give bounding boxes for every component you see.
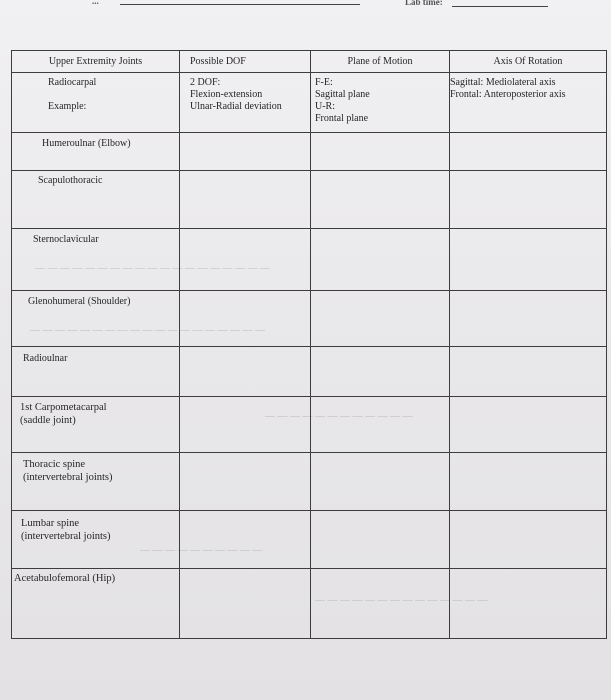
- column-header-plane: Plane of Motion: [311, 51, 450, 73]
- table-row: [12, 229, 607, 291]
- dof-input-cell[interactable]: [180, 171, 311, 229]
- plane-input-cell[interactable]: [311, 397, 450, 453]
- axis-input-cell[interactable]: [450, 569, 607, 639]
- axis-input-cell[interactable]: [450, 397, 607, 453]
- axis-input-cell[interactable]: [450, 133, 607, 171]
- table-header-row: [12, 51, 607, 73]
- table-row-example: [12, 73, 607, 133]
- dof-input-cell[interactable]: [180, 133, 311, 171]
- column-header-dof: Possible DOF: [180, 51, 311, 73]
- joint-name-cell: Sternoclavicular: [12, 229, 180, 291]
- column-header-axis: Axis Of Rotation: [450, 51, 607, 73]
- dof-input-cell[interactable]: [180, 291, 311, 347]
- bleed-through-text: — — — — — — — — — — — — — — — — — — —: [30, 325, 265, 336]
- plane-input-cell[interactable]: [311, 133, 450, 171]
- example-axis-cell: Sagittal: Mediolateral axis Frontal: Anteroposterior axis: [450, 73, 607, 133]
- joint-name-cell: Scapulothoracic: [12, 171, 180, 229]
- axis-input-cell[interactable]: [450, 453, 607, 511]
- header-line-left: [120, 4, 360, 5]
- joint-name-cell: Glenohumeral (Shoulder): [12, 291, 180, 347]
- dof-input-cell[interactable]: [180, 569, 311, 639]
- dof-input-cell[interactable]: [180, 511, 311, 569]
- table-row: [12, 569, 607, 639]
- joints-table: [11, 50, 607, 639]
- table-row: [12, 511, 607, 569]
- bleed-through-text: — — — — — — — — — —: [140, 545, 263, 556]
- axis-input-cell[interactable]: [450, 511, 607, 569]
- dof-input-cell[interactable]: [180, 397, 311, 453]
- joint-name-cell: Humeroulnar (Elbow): [12, 133, 180, 171]
- plane-input-cell[interactable]: [311, 453, 450, 511]
- axis-input-cell[interactable]: [450, 229, 607, 291]
- header-lab-time-label: Lab time:: [405, 0, 443, 7]
- plane-input-cell[interactable]: [311, 511, 450, 569]
- example-dof-cell: 2 DOF: Flexion-extension Ulnar-Radial deviation: [180, 73, 311, 133]
- table-row: [12, 347, 607, 397]
- plane-input-cell[interactable]: [311, 291, 450, 347]
- axis-input-cell[interactable]: [450, 291, 607, 347]
- plane-input-cell[interactable]: [311, 229, 450, 291]
- example-joint-cell: Radiocarpal Example:: [12, 73, 180, 133]
- bleed-through-text: — — — — — — — — — — — — — — — — — — —: [35, 263, 270, 274]
- axis-input-cell[interactable]: [450, 171, 607, 229]
- dof-input-cell[interactable]: [180, 229, 311, 291]
- dof-input-cell[interactable]: [180, 347, 311, 397]
- plane-input-cell[interactable]: [311, 171, 450, 229]
- table-row: [12, 397, 607, 453]
- table-row: [12, 133, 607, 171]
- plane-input-cell[interactable]: [311, 347, 450, 397]
- dof-input-cell[interactable]: [180, 453, 311, 511]
- bleed-through-text: — — — — — — — — — — — —: [265, 411, 413, 422]
- joint-name-cell: Lumbar spine (intervertebral joints): [12, 511, 180, 569]
- table-row: [12, 291, 607, 347]
- joint-name-cell: Acetabulofemoral (Hip): [12, 569, 180, 639]
- bleed-through-text: — — — — — — — — — — — — — —: [315, 595, 488, 606]
- axis-input-cell[interactable]: [450, 347, 607, 397]
- header-left-fragment: ...: [92, 0, 99, 6]
- header-line-right: [452, 6, 548, 7]
- example-plane-cell: F-E: Sagittal plane U-R: Frontal plane: [311, 73, 450, 133]
- joint-name-cell: Thoracic spine (intervertebral joints): [12, 453, 180, 511]
- joint-name-cell: 1st Carpometacarpal (saddle joint): [12, 397, 180, 453]
- table-row: [12, 453, 607, 511]
- plane-input-cell[interactable]: [311, 569, 450, 639]
- column-header-joints: Upper Extremity Joints: [12, 51, 180, 73]
- table-row: [12, 171, 607, 229]
- joint-name-cell: Radioulnar: [12, 347, 180, 397]
